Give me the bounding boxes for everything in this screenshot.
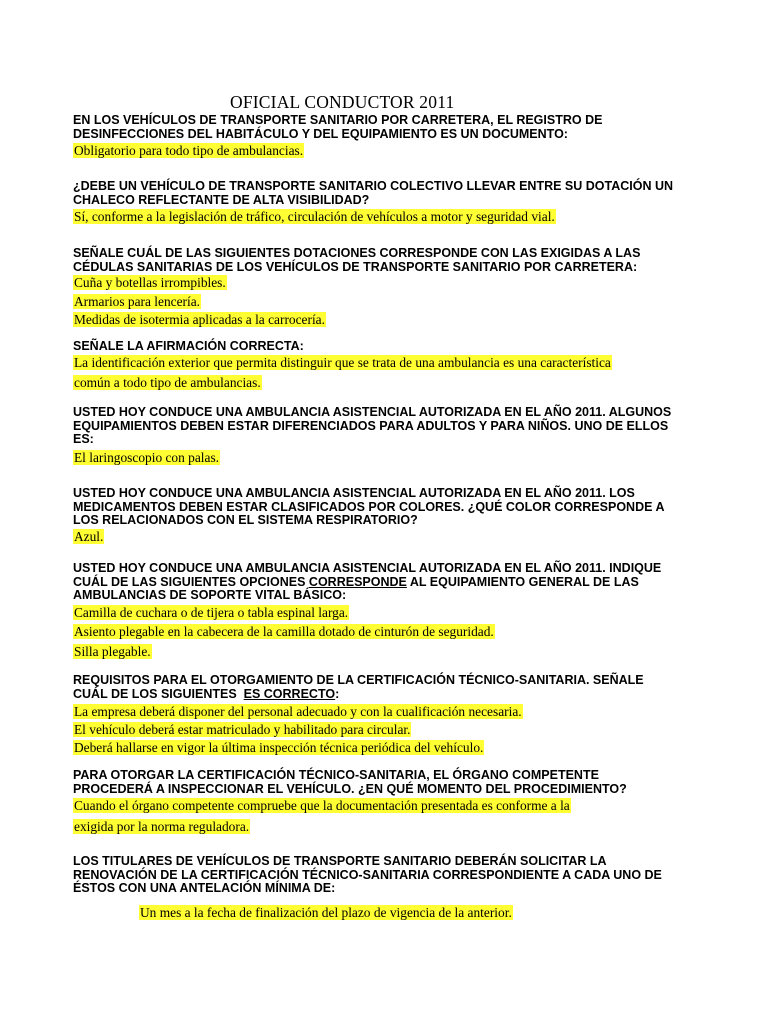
answer-highlight: Medidas de isotermia aplicadas a la carrocería. (74, 312, 325, 327)
answer (73, 703, 523, 720)
answer (73, 739, 484, 756)
question-1 (73, 114, 713, 141)
question-5 (73, 406, 713, 447)
question-line: LOS RELACIONADOS CON EL SISTEMA RESPIRATORIO? (73, 513, 418, 528)
question-7 (73, 562, 713, 603)
answer (73, 274, 227, 291)
question-line: RENOVACIÓN DE LA CERTIFICACIÓN TÉCNICO-SANITARIA CORRESPONDIENTE A CADA UNO DE (73, 867, 662, 882)
answer-highlight: El vehículo deberá estar matriculado y habilitado para circular. (74, 722, 411, 737)
question-line: SEÑALE LA AFIRMACIÓN CORRECTA: (73, 339, 304, 353)
question-9 (73, 769, 713, 796)
answer-highlight: El laringoscopio con palas. (74, 450, 220, 465)
answer-highlight: Azul. (74, 529, 104, 544)
question-line: EN LOS VEHÍCULOS DE TRANSPORTE SANITARIO POR CARRETERA, EL REGISTRO DE (73, 113, 603, 127)
answer (73, 374, 262, 391)
question-line: SEÑALE CUÁL DE LAS SIGUIENTES DOTACIONES CORRESPONDE CON LAS EXIGIDAS A LAS (73, 246, 641, 260)
question-line: CUÁL DE LOS SIGUIENTES ES CORRECTO: (73, 686, 340, 701)
question-6 (73, 487, 713, 528)
question-line: MEDICAMENTOS DEBEN ESTAR CLASIFICADOS POR COLORES. ¿QUÉ COLOR CORRESPONDE A (73, 499, 665, 514)
answer-highlight: exigida por la norma reguladora. (74, 819, 250, 834)
answer-highlight: común a todo tipo de ambulancias. (74, 375, 261, 390)
answer-highlight: Camilla de cuchara o de tijera o tabla espinal larga. (74, 605, 349, 620)
document-title: OFICIAL CONDUCTOR 2011 (230, 92, 455, 112)
answer-highlight: Asiento plegable en la cabecera de la camilla dotado de cinturón de seguridad. (74, 624, 494, 639)
question-line: ¿DEBE UN VEHÍCULO DE TRANSPORTE SANITARIO COLECTIVO LLEVAR ENTRE SU DOTACIÓN UN (73, 179, 674, 193)
answer (73, 623, 495, 640)
answer (73, 721, 411, 738)
question-10 (73, 855, 713, 896)
answer (73, 311, 326, 328)
answer (73, 293, 201, 310)
answer (73, 643, 152, 660)
question-line: LOS TITULARES DE VEHÍCULOS DE TRANSPORTE SANITARIO DEBERÁN SOLICITAR LA (73, 854, 607, 868)
underlined-word: CORRESPONDE (308, 574, 407, 589)
answer-highlight: Armarios para lencería. (74, 294, 201, 309)
question-line: REQUISITOS PARA EL OTORGAMIENTO DE LA CERTIFICACIÓN TÉCNICO-SANITARIA. SEÑALE (73, 673, 644, 687)
answer-highlight: Cuña y botellas irrompibles. (74, 275, 226, 290)
question-2 (73, 180, 713, 207)
question-8 (73, 674, 713, 701)
answer-highlight: Cuando el órgano competente compruebe que la documentación presentada es conforme a la (74, 798, 570, 813)
question-line: USTED HOY CONDUCE UNA AMBULANCIA ASISTENCIAL AUTORIZADA EN EL AÑO 2011. INDIQUE (73, 561, 662, 575)
answer-highlight: Silla plegable. (74, 644, 151, 659)
answer (139, 904, 513, 921)
question-line: CÉDULAS SANITARIAS DE LOS VEHÍCULOS DE TRANSPORTE SANITARIO POR CARRETERA: (73, 259, 638, 274)
question-line: ÉSTOS CON UNA ANTELACIÓN MÍNIMA DE: (73, 881, 336, 896)
answer-highlight: Obligatorio para todo tipo de ambulancias. (74, 143, 304, 158)
question-line: USTED HOY CONDUCE UNA AMBULANCIA ASISTENCIAL AUTORIZADA EN EL AÑO 2011. LOS (73, 486, 635, 500)
question-line: USTED HOY CONDUCE UNA AMBULANCIA ASISTENCIAL AUTORIZADA EN EL AÑO 2011. ALGUNOS (73, 405, 672, 419)
answer (73, 818, 250, 835)
answer-highlight: La empresa deberá disponer del personal adecuado y con la cualificación necesaria. (74, 704, 522, 719)
answer-highlight: Sí, conforme a la legislación de tráfico, circulación de vehículos a motor y seguridad vial. (74, 209, 555, 224)
question-line: CHALECO REFLECTANTE DE ALTA VISIBILIDAD? (73, 192, 370, 207)
answer (73, 449, 220, 466)
underlined-word: ES CORRECTO (243, 686, 336, 701)
answer (73, 208, 556, 225)
answer (73, 528, 104, 545)
answer-highlight: Un mes a la fecha de finalización del plazo de vigencia de la anterior. (140, 905, 512, 920)
question-line: DESINFECCIONES DEL HABITÁCULO Y DEL EQUIPAMIENTO ES UN DOCUMENTO: (73, 126, 568, 141)
question-line: EQUIPAMIENTOS DEBEN ESTAR DIFERENCIADOS PARA ADULTOS Y PARA NIÑOS. UNO DE ELLOS (73, 418, 669, 433)
question-4 (73, 340, 713, 354)
question-line: ES: (73, 432, 94, 447)
answer-highlight: La identificación exterior que permita distinguir que se trata de una ambulancia es una característica (74, 355, 611, 370)
question-line: PARA OTORGAR LA CERTIFICACIÓN TÉCNICO-SANITARIA, EL ÓRGANO COMPETENTE (73, 768, 599, 782)
answer (73, 604, 349, 621)
answer (73, 354, 612, 371)
question-line: AMBULANCIAS DE SOPORTE VITAL BÁSICO: (73, 588, 347, 603)
answer (73, 797, 571, 814)
question-3 (73, 247, 713, 274)
answer (73, 142, 304, 159)
answer-highlight: Deberá hallarse en vigor la última inspección técnica periódica del vehículo. (74, 740, 484, 755)
question-line: PROCEDERÁ A INSPECCIONAR EL VEHÍCULO. ¿EN QUÉ MOMENTO DEL PROCEDIMIENTO? (73, 781, 627, 796)
question-line: CUÁL DE LAS SIGUIENTES OPCIONES CORRESPONDE AL EQUIPAMIENTO GENERAL DE LAS (73, 574, 639, 589)
